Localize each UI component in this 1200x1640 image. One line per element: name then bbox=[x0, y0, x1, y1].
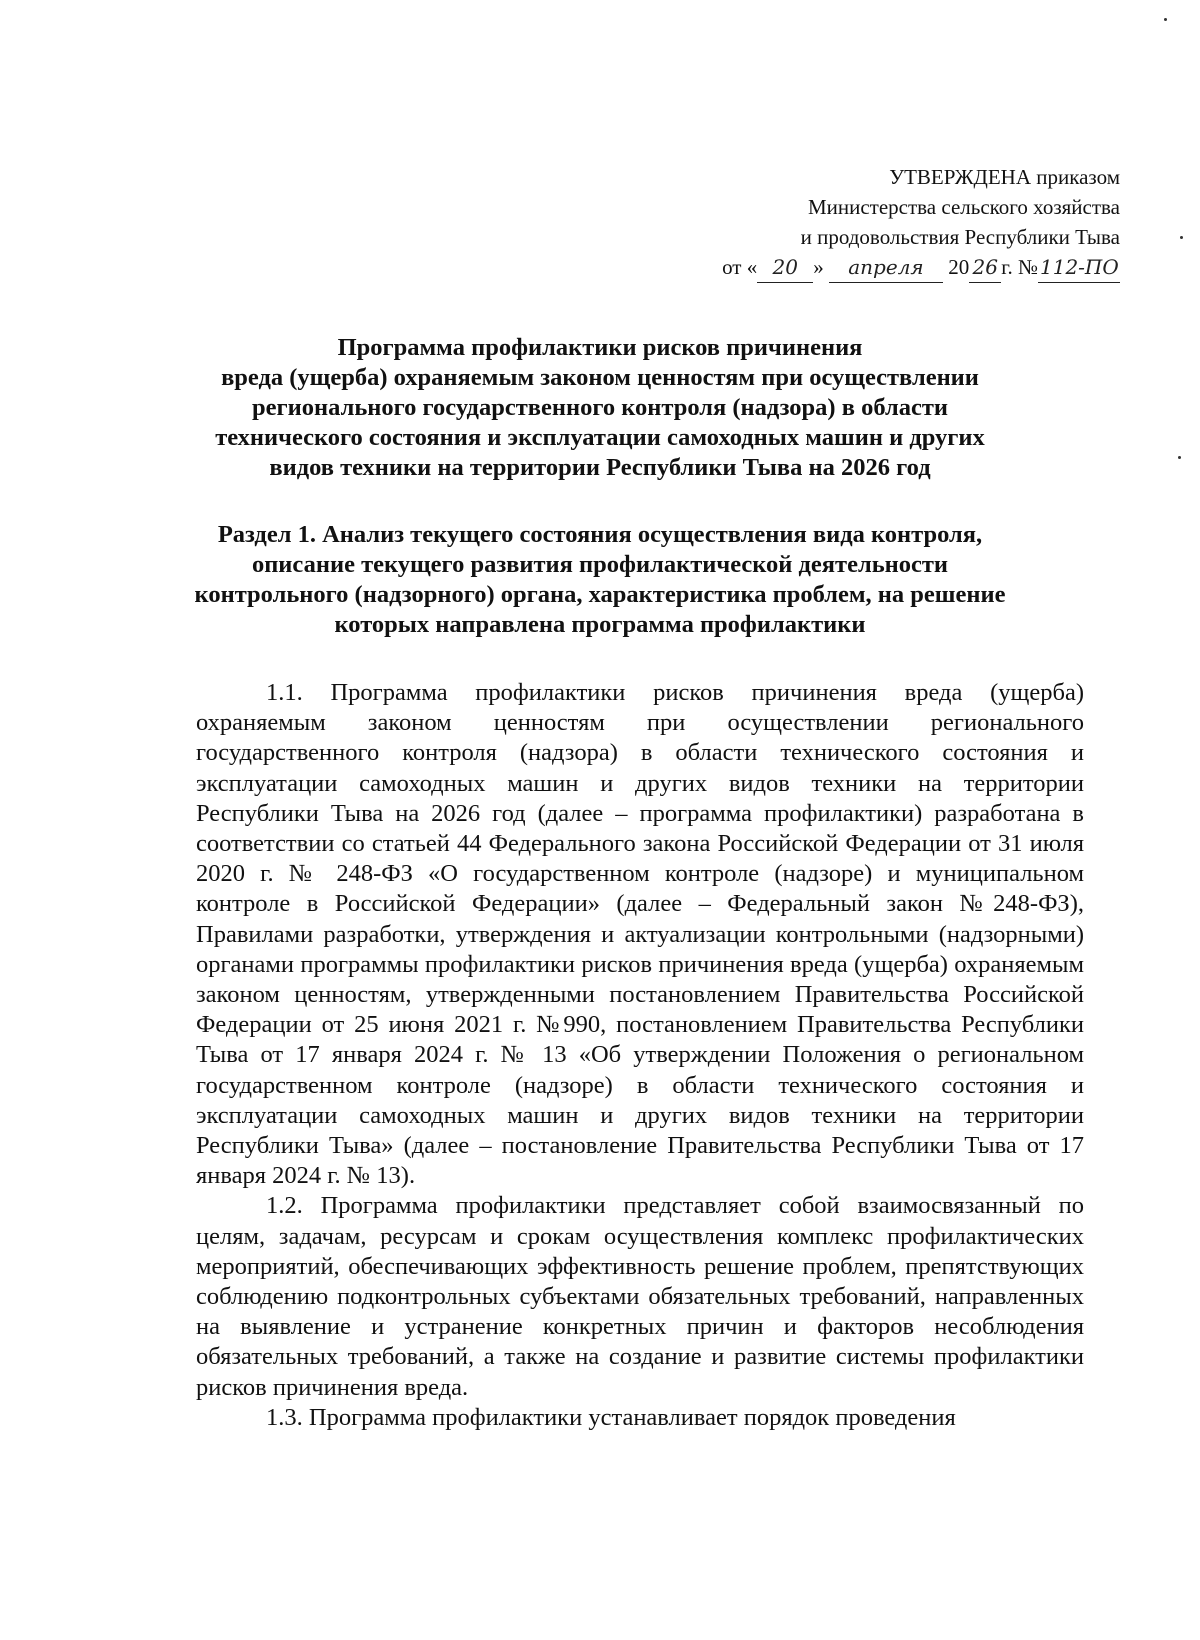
document-title bbox=[150, 333, 1050, 483]
section-heading bbox=[150, 520, 1050, 640]
scan-speck bbox=[1178, 456, 1181, 459]
approval-line-2: Министерства сельского хозяйства bbox=[807, 195, 1120, 219]
handwritten-month: апреля bbox=[829, 252, 943, 283]
approval-date-line bbox=[700, 252, 1120, 283]
year-prefix: 20 bbox=[948, 255, 970, 279]
date-prefix: от « bbox=[722, 255, 758, 279]
paragraph-number: 1.2. bbox=[266, 1192, 303, 1220]
number-label: г. № bbox=[1001, 255, 1038, 279]
quote-close: » bbox=[813, 255, 824, 279]
approval-line-1: УТВЕРЖДЕНА приказом bbox=[889, 165, 1120, 189]
handwritten-number: 112-ПО bbox=[1038, 252, 1120, 283]
title-line-4: технического состояния и эксплуатации самоходных машин и других bbox=[215, 424, 985, 451]
section-line-2: описание текущего развития профилактической деятельности bbox=[251, 551, 949, 578]
title-line-1: Программа профилактики рисков причинения bbox=[337, 334, 863, 361]
document-body bbox=[196, 678, 1084, 1433]
paragraph-1-2 bbox=[196, 1191, 1084, 1402]
handwritten-year: 26 bbox=[969, 252, 1001, 283]
paragraph-1-1 bbox=[196, 678, 1084, 1191]
paragraph-text: Программа профилактики устанавливает порядок проведения bbox=[308, 1403, 956, 1431]
section-line-3: контрольного (надзорного) органа, характеристика проблем, на решение bbox=[194, 581, 1006, 608]
section-line-1: Раздел 1. Анализ текущего состояния осуществления вида контроля, bbox=[217, 521, 983, 548]
paragraph-text: Программа профилактики рисков причинения вреда (ущерба) охраняемым законом ценностям при осуществлении регионального государственного контроля (надзора) в области технического состояния и эксплуатации самоходных машин и других видов техники на территории Республики Тыва на 2026 год (далее – программа профилактики) разработана в соответствии со статьей 44 Федерального закона Российской Федерации от 31 июля 2020 г. № 248-ФЗ «О государственном контроле (надзоре) и муниципальном контроле в Российской Федерации» (далее – Федеральный закон №248-ФЗ), Правилами разработки, утверждения и актуализации контрольными (надзорными) органами программы профилактики рисков причинения вреда (ущерба) охраняемым законом ценностям, утвержденными постановлением Правительства Российской Федерации от 25 июня 2021 г. №990, постановлением Правительства Республики Тыва от 17 января 2024 г. № 13 «Об утверждении Положения о региональном государственном контроле (надзоре) в области технического состояния и эксплуатации самоходных машин и других видов техники на территории Республики Тыва» (далее – постановление Правительства Республики Тыва от 17 января 2024 г. № 13). bbox=[196, 679, 1084, 1190]
section-line-4: которых направлена программа профилактики bbox=[334, 611, 866, 638]
paragraph-number: 1.3. bbox=[266, 1403, 303, 1431]
handwritten-day: 20 bbox=[757, 252, 813, 283]
paragraph-text: Программа профилактики представляет собой взаимосвязанный по целям, задачам, ресурсам и срокам осуществления комплекс профилактических мероприятий, обеспечивающих эффективность решение проблем, препятствующих соблюдению подконтрольных субъектами обязательных требований, направленных на выявление и устранение конкретных причин и факторов несоблюдения обязательных требований, а также на создание и развитие системы профилактики рисков причинения вреда. bbox=[196, 1192, 1084, 1401]
title-line-3: регионального государственного контроля (надзора) в области bbox=[252, 394, 948, 421]
scan-speck bbox=[1180, 236, 1183, 239]
paragraph-1-3 bbox=[196, 1403, 1084, 1433]
scan-speck bbox=[1164, 18, 1167, 21]
approval-line-3: и продовольствия Республики Тыва bbox=[800, 225, 1120, 249]
title-line-5: видов техники на территории Республики Тыва на 2026 год bbox=[269, 454, 931, 481]
paragraph-number: 1.1. bbox=[266, 679, 303, 706]
title-line-2: вреда (ущерба) охраняемым законом ценностям при осуществлении bbox=[221, 364, 979, 391]
approval-stamp bbox=[700, 162, 1120, 283]
